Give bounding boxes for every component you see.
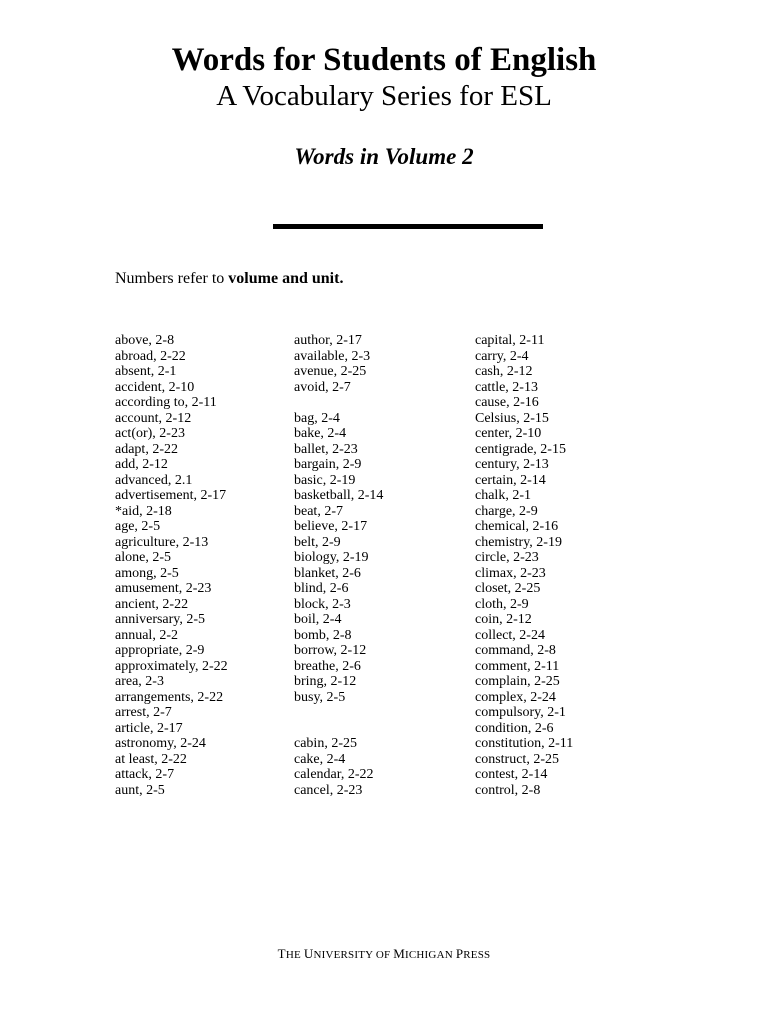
- word-entry: command, 2-8: [475, 643, 556, 658]
- word-entry: accident, 2-10: [115, 379, 195, 395]
- word-entry: calendar, 2-22: [294, 767, 374, 782]
- footer-press-initial: P: [455, 946, 464, 961]
- word-entry: avenue, 2-25: [294, 364, 367, 379]
- word-entry: arrest, 2-7: [115, 705, 172, 720]
- publisher-footer: [0, 947, 768, 962]
- word-entry: cloth, 2-9: [475, 596, 529, 612]
- word-entry: article, 2-17: [115, 720, 183, 736]
- footer-press-rest: RESS: [463, 949, 491, 961]
- word-entry: contest, 2-14: [475, 767, 548, 782]
- word-entry: coin, 2-12: [475, 612, 532, 627]
- word-entry: certain, 2-14: [475, 472, 546, 488]
- word-entry: act(or), 2-23: [115, 426, 185, 441]
- word-entry: blind, 2-6: [294, 581, 349, 596]
- word-entry: boil, 2-4: [294, 612, 342, 627]
- word-entry: biology, 2-19: [294, 550, 369, 565]
- word-entry: anniversary, 2-5: [115, 612, 206, 627]
- word-entry: busy, 2-5: [294, 689, 346, 705]
- word-entry: amusement, 2-23: [115, 581, 212, 596]
- word-entry: add, 2-12: [115, 457, 168, 472]
- page-title: Words for Students of English: [171, 42, 597, 78]
- word-entry: century, 2-13: [475, 457, 549, 472]
- word-entry: borrow, 2-12: [294, 643, 367, 658]
- reference-note-bold: volume and unit.: [228, 270, 344, 287]
- word-entry: author, 2-17: [294, 333, 362, 348]
- word-column-3: [475, 333, 665, 798]
- footer-the-initial: T: [277, 946, 286, 961]
- word-entry: cause, 2-16: [475, 395, 539, 410]
- word-entry: complain, 2-25: [475, 674, 560, 689]
- word-entry: advertisement, 2-17: [115, 488, 227, 503]
- reference-note-text: Numbers refer to: [115, 270, 225, 287]
- word-entry: block, 2-3: [294, 596, 351, 612]
- word-entry: capital, 2-11: [475, 333, 545, 348]
- word-column-2: [294, 333, 484, 798]
- word-entry: beat, 2-7: [294, 503, 343, 519]
- spacer-row: [294, 721, 484, 737]
- word-entry: blanket, 2-6: [294, 565, 361, 581]
- word-entry: avoid, 2-7: [294, 379, 351, 395]
- word-entry: comment, 2-11: [475, 658, 560, 674]
- word-column-1: [115, 333, 305, 798]
- word-entry: advanced, 2.1: [115, 472, 193, 488]
- word-entry: climax, 2-23: [475, 565, 546, 581]
- word-entry: cash, 2-12: [475, 364, 533, 379]
- footer-univ-initial: U: [303, 946, 314, 961]
- word-entry: cabin, 2-25: [294, 736, 357, 751]
- word-entry: carry, 2-4: [475, 348, 529, 364]
- word-entry: arrangements, 2-22: [115, 689, 224, 705]
- word-entry: at least, 2-22: [115, 751, 187, 767]
- word-entry: control, 2-8: [475, 782, 541, 798]
- footer-mich-initial: M: [393, 946, 406, 961]
- footer-the-rest: HE: [285, 949, 301, 961]
- word-entry: breathe, 2-6: [294, 658, 361, 674]
- word-entry: belt, 2-9: [294, 534, 341, 550]
- word-entry: astronomy, 2-24: [115, 736, 206, 751]
- word-entry: compulsory, 2-1: [475, 705, 566, 720]
- word-entry: circle, 2-23: [475, 550, 539, 565]
- word-entry: condition, 2-6: [475, 720, 554, 736]
- word-entry: basketball, 2-14: [294, 488, 384, 503]
- word-entry: absent, 2-1: [115, 364, 177, 379]
- word-entry: construct, 2-25: [475, 751, 559, 767]
- word-entry: centigrade, 2-15: [475, 441, 566, 457]
- word-entry: according to, 2-11: [115, 395, 217, 410]
- word-entry: abroad, 2-22: [115, 348, 186, 364]
- reference-note: [115, 268, 343, 290]
- word-entry: area, 2-3: [115, 674, 164, 689]
- word-entry: appropriate, 2-9: [115, 643, 205, 658]
- word-entry: Celsius, 2-15: [475, 410, 549, 426]
- word-entry: available, 2-3: [294, 348, 371, 364]
- word-entry: above, 2-8: [115, 333, 175, 348]
- word-entry: center, 2-10: [475, 426, 542, 441]
- word-entry: attack, 2-7: [115, 767, 175, 782]
- word-entry: account, 2-12: [115, 410, 192, 426]
- word-entry: age, 2-5: [115, 519, 161, 534]
- word-entry: chalk, 2-1: [475, 488, 531, 503]
- word-entry: ballet, 2-23: [294, 441, 358, 457]
- word-entry: chemistry, 2-19: [475, 534, 562, 550]
- word-entry: annual, 2-2: [115, 627, 178, 643]
- page-subtitle: A Vocabulary Series for ESL: [216, 80, 552, 112]
- word-entry: charge, 2-9: [475, 503, 538, 519]
- word-entry: cattle, 2-13: [475, 379, 538, 395]
- word-entry: ancient, 2-22: [115, 596, 189, 612]
- word-entry: adapt, 2-22: [115, 441, 178, 457]
- spacer-row: [294, 395, 484, 411]
- word-entry: chemical, 2-16: [475, 519, 559, 534]
- word-entry: bring, 2-12: [294, 674, 357, 689]
- footer-univ-rest: NIVERSITY OF: [313, 949, 391, 961]
- word-entry: *aid, 2-18: [115, 503, 172, 519]
- word-entry: approximately, 2-22: [115, 658, 228, 674]
- footer-mich-rest: ICHIGAN: [405, 949, 453, 961]
- word-entry: collect, 2-24: [475, 627, 545, 643]
- word-entry: among, 2-5: [115, 565, 179, 581]
- word-entry: complex, 2-24: [475, 689, 556, 705]
- word-entry: bake, 2-4: [294, 426, 347, 441]
- word-entry: bomb, 2-8: [294, 627, 352, 643]
- word-entry: constitution, 2-11: [475, 736, 574, 751]
- word-entry: alone, 2-5: [115, 550, 171, 565]
- word-entry: believe, 2-17: [294, 519, 368, 534]
- word-entry: aunt, 2-5: [115, 782, 165, 798]
- word-entry: bag, 2-4: [294, 410, 340, 426]
- volume-heading: Words in Volume 2: [294, 144, 474, 169]
- word-entry: cancel, 2-23: [294, 782, 363, 798]
- spacer-row: [294, 705, 484, 721]
- word-entry: closet, 2-25: [475, 581, 541, 596]
- divider-rule: [273, 224, 543, 229]
- word-entry: cake, 2-4: [294, 751, 346, 767]
- word-entry: agriculture, 2-13: [115, 534, 209, 550]
- word-entry: bargain, 2-9: [294, 457, 362, 472]
- word-entry: basic, 2-19: [294, 472, 356, 488]
